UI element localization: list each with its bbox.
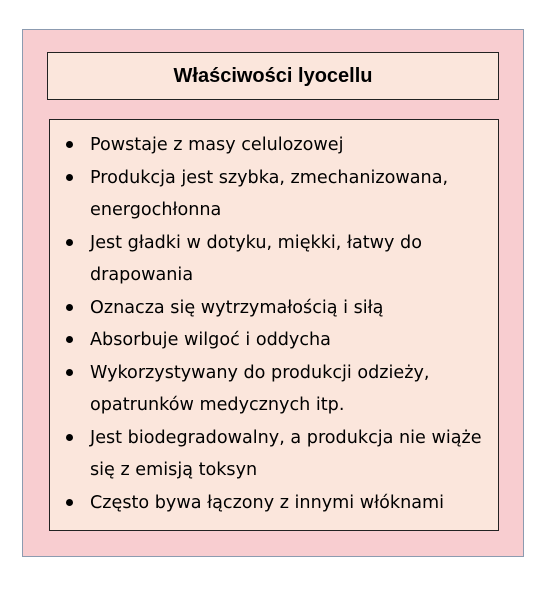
list-item bbox=[50, 357, 492, 422]
page-title: Właściwości lyocellu bbox=[173, 64, 373, 87]
list-item bbox=[50, 129, 492, 162]
list-item bbox=[50, 324, 492, 357]
bullet-icon bbox=[66, 369, 73, 376]
list-item-text: Wykorzystywany do produkcji odzieży, opatrunków medycznych itp. bbox=[90, 362, 430, 415]
list-item bbox=[50, 422, 492, 487]
list-item-text: Absorbuje wilgoć i oddycha bbox=[90, 330, 331, 350]
list-item-text: Często bywa łączony z innymi włóknami bbox=[90, 492, 445, 513]
title-box bbox=[47, 52, 499, 100]
outer-panel bbox=[22, 29, 524, 557]
list-item-text: Jest biodegradowalny, a produkcja nie wiąże się z emisją toksyn bbox=[90, 427, 482, 480]
list-item bbox=[50, 292, 492, 325]
bullet-icon bbox=[66, 174, 73, 181]
list-item bbox=[50, 162, 492, 227]
list-item bbox=[50, 227, 492, 292]
bullet-icon bbox=[66, 336, 73, 343]
list-item-text: Jest gładki w dotyku, miękki, łatwy do drapowania bbox=[90, 232, 422, 285]
bullet-icon bbox=[66, 304, 73, 311]
list-item-text: Powstaje z masy celulozowej bbox=[90, 135, 344, 155]
bullet-icon bbox=[66, 141, 73, 148]
list-item-text: Oznacza się wytrzymałością i siłą bbox=[90, 297, 384, 318]
properties-list bbox=[50, 120, 498, 519]
properties-box bbox=[49, 119, 499, 531]
bullet-icon bbox=[66, 499, 73, 506]
bullet-icon bbox=[66, 434, 73, 441]
list-item bbox=[50, 487, 492, 520]
list-item-text: Produkcja jest szybka, zmechanizowana, energochłonna bbox=[90, 167, 449, 220]
bullet-icon bbox=[66, 239, 73, 246]
